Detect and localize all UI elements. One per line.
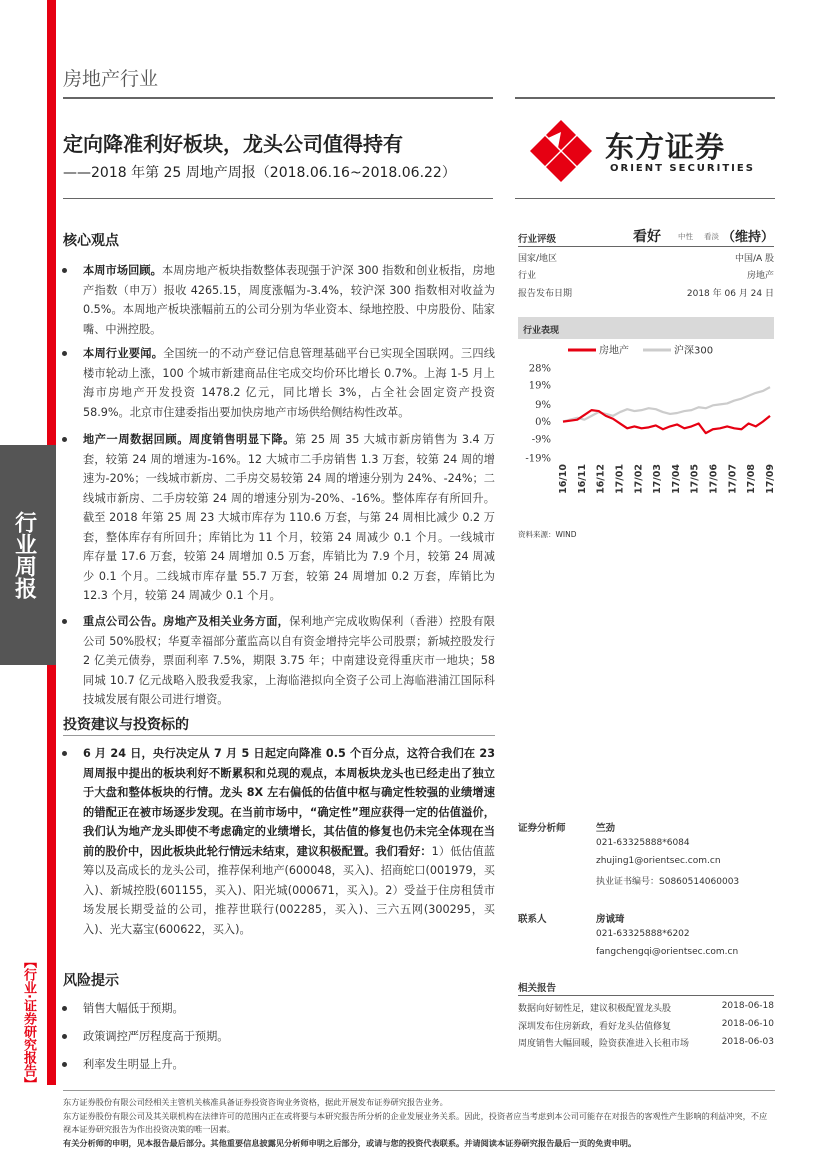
chart-title-bar: 行业表现 bbox=[518, 317, 774, 339]
legend-label: 沪深300 bbox=[674, 345, 714, 357]
bullet-icon bbox=[62, 1034, 67, 1039]
x-tick-label: 17/03 bbox=[652, 464, 664, 494]
related-item-date: 2018-06-03 bbox=[721, 1037, 774, 1047]
report-category-label: 【行业·证券研究报告】 bbox=[21, 955, 36, 1090]
x-tick-label: 16/12 bbox=[595, 464, 607, 494]
analyst-email[interactable]: zhujing1@orientsec.com.cn bbox=[596, 856, 721, 866]
bullet-market-review bbox=[63, 261, 495, 339]
section-heading-risk: 风险提示 bbox=[63, 973, 119, 989]
divider bbox=[515, 97, 775, 99]
gray-side-stripe bbox=[47, 445, 56, 665]
industry-performance-chart bbox=[518, 340, 778, 500]
bullet-weekly-data bbox=[63, 430, 495, 606]
info-row bbox=[518, 251, 774, 264]
page-title: 定向降准利好板块，龙头公司值得持有 bbox=[63, 132, 403, 156]
rating-keep: （维持） bbox=[722, 230, 775, 245]
analyst-phone: 021-63325888*6084 bbox=[596, 838, 690, 848]
logo-text-cn: 东方证券 bbox=[605, 130, 726, 164]
info-key: 国家/地区 bbox=[518, 254, 558, 264]
series-line bbox=[563, 387, 770, 421]
invest-bold-text: 6 月 24 日，央行决定从 7 月 5 日起定向降准 0.5 个百分点，这符合我们在 23 周周报中提出的板块利好不断累积和兑现的观点，本周板块龙头也已经走出了独立于大盘和整体板块的行情。龙头 8X 左右偏低的估值中枢与确定性较强的业绩增速的错配正在被市场逐步发现。在当前市场中，“确定性”理应获得一定的估值溢价，我们认为地产龙头即使不考虑确定的业绩增长，其估值的修复也仍未完全体现在当前的股价中，因此板块此轮行情远未结束，建议积极配置。我们看好： bbox=[83, 747, 495, 858]
related-item-date: 2018-06-18 bbox=[721, 1001, 774, 1011]
divider bbox=[518, 995, 774, 996]
x-tick-label: 17/01 bbox=[614, 464, 626, 494]
info-key: 报告发布日期 bbox=[518, 289, 573, 299]
bullet-text: 保利地产完成收购保利（香港）控股有限公司 50%股权；华夏幸福部分董监高以自有资金增持完毕公司股票；新城控股发行 2 亿美元债券，票面利率 7.5%，期限 3.75 年；中南建设竞得重庆市一地块；58 同城 10.7 亿元战略入股我爱我家，上海临港拟向全资子公司上海临港浦江国际科技城发展有限公司进行增资。 bbox=[83, 615, 495, 706]
y-tick-label: -9% bbox=[531, 434, 551, 446]
bullet-industry-news bbox=[63, 344, 495, 422]
divider bbox=[518, 246, 774, 247]
bullet-text: 全国统一的不动产登记信息管理基础平台已实现全国联网。三四线楼市轮动上涨，100 个城市新建商品住宅成交均价环比增长 0.7%。上海 1-5 月上海市房地产开发投资 1478.2 亿元，同比增长 3%，占全社会固定资产投资 58.9%。北京市住建委指出要加快房地产市场供给侧结构性改革。 bbox=[83, 347, 495, 419]
risk-item bbox=[63, 1028, 228, 1044]
footer-line: 东方证券股份有限公司经相关主管机关核准具备证券投资咨询业务资格，据此开展发布证券研究报告业务。 bbox=[63, 1097, 448, 1107]
x-tick-label: 17/07 bbox=[727, 464, 739, 494]
risk-item bbox=[63, 1000, 184, 1016]
logo-text-en: ORIENT SECURITIES bbox=[610, 163, 755, 174]
contact-name: 房诚琦 bbox=[596, 914, 625, 925]
red-side-bar-bottom bbox=[47, 665, 56, 1085]
related-item-title[interactable]: 数据向好韧性足，建议积极配置龙头股 bbox=[518, 1004, 672, 1014]
risk-item bbox=[63, 1056, 184, 1072]
x-tick-label: 17/04 bbox=[670, 464, 682, 494]
bullet-company-announcements bbox=[63, 612, 495, 710]
bullet-lead: 本周行业要闻。 bbox=[83, 347, 164, 360]
divider bbox=[515, 198, 775, 199]
rating-label: 行业评级 bbox=[518, 234, 557, 245]
industry-title: 房地产行业 bbox=[63, 68, 159, 90]
section-heading-core: 核心观点 bbox=[63, 233, 119, 249]
related-item[interactable] bbox=[518, 1037, 774, 1051]
info-value: 2018 年 06 月 24 日 bbox=[686, 289, 774, 299]
y-tick-label: -19% bbox=[525, 453, 551, 465]
info-row bbox=[518, 286, 774, 299]
x-tick-label: 16/10 bbox=[558, 464, 569, 494]
bullet-lead: 地产一周数据回顾。周度销售明显下降。 bbox=[83, 433, 295, 446]
divider bbox=[63, 1090, 775, 1091]
section-heading-invest: 投资建议与投资标的 bbox=[63, 717, 189, 733]
page-subtitle: ——2018 年第 25 周地产周报（2018.06.16~2018.06.22） bbox=[63, 165, 456, 181]
info-row bbox=[518, 268, 774, 281]
invest-normal-text: 1）低估值蓝筹以及高成长的龙头公司，推荐保利地产(600048，买入)、招商蛇口(001979，买入)、新城控股(601155，买入)、阳光城(000671，买入)。2）受益于住房租赁市场发展长期受益的公司，推荐世联行(002285，买入)、三六五网(300295，买入)、光大嘉宝(600622，买入)。 bbox=[83, 844, 495, 936]
info-value: 房地产 bbox=[746, 271, 774, 281]
rating-row bbox=[518, 226, 774, 248]
y-tick-label: 28% bbox=[528, 363, 551, 375]
orient-logo-icon bbox=[528, 118, 594, 184]
bullet-text: 第 25 周 35 大城市新房销售为 3.4 万套，较第 24 周的增速为-16%。12 大城市二手房销售 1.3 万套，较第 24 周的增速为-20%；一线城市新房、二手房交易较第 24 周的增速分别为 24%、-24%；二线城市新房、二手房较第 24 周的增速分别为-20%、-16%。整体库存有所回升。截至 2018 年第 25 周 23 大城市库存为 110.6 万套，与第 24 周相比减少 0.2 万套，整体库存有所回升；库销比为 11 个月，较第 24 周减少 0.1 个月。一线城市库存量 17.6 万套，较第 24 周增加 0.5 万套，库销比为 7.9 个月，较第 24 周减少 0.1 个月。二线城市库存量 55.7 万套，较第 24 周增加 0.2 万套，库销比为 12.3 个月，较第 24 周减少 0.1 个月。 bbox=[83, 433, 495, 602]
risk-text: 利率发生明显上升。 bbox=[83, 1058, 184, 1071]
y-tick-label: 0% bbox=[535, 417, 551, 429]
bullet-icon bbox=[62, 351, 67, 356]
footer-line: 东方证券股份有限公司及其关联机构在法律许可的范围内正在或将要与本研究报告所分析的企业发展业务关系。因此，投资者应当考虑到本公司可能存在对报告的客观性产生影响的利益冲突，不应视本证券研究报告为作出投资决策的唯一因素。 bbox=[63, 1111, 768, 1134]
related-title: 相关报告 bbox=[518, 983, 557, 994]
rating-bad: 看淡 bbox=[704, 232, 719, 241]
related-item-date: 2018-06-10 bbox=[721, 1019, 774, 1029]
footer-line: 有关分析师的申明，见本报告最后部分。其他重要信息披露见分析师申明之后部分，或请与您的投资代表联系。并请阅读本证券研究报告最后一页的免责申明。 bbox=[63, 1138, 637, 1148]
analyst-label: 证券分析师 bbox=[518, 823, 566, 834]
related-item[interactable] bbox=[518, 1001, 774, 1014]
related-item-title[interactable]: 周度销售大幅回暖，险资获准进入长租市场 bbox=[518, 1039, 690, 1049]
bullet-icon bbox=[62, 619, 67, 624]
risk-text: 销售大幅低于预期。 bbox=[83, 1002, 184, 1015]
bullet-lead: 重点公司公告。房地产及相关业务方面， bbox=[83, 615, 290, 628]
divider bbox=[63, 97, 493, 99]
bullet-text: 本周房地产板块指数整体表现强于沪深 300 指数和创业板指，房地产指数（申万）报收 4265.15，周度涨幅为-3.4%，较沪深 300 指数相对收益为 0.5%。本周地产板块涨幅前五的公司分别为华业资本、绿地控股、中房股份、陆家嘴、中洲控股。 bbox=[83, 264, 495, 336]
rating-neutral: 中性 bbox=[678, 232, 693, 241]
x-tick-label: 16/11 bbox=[576, 464, 588, 494]
x-tick-label: 17/05 bbox=[689, 464, 701, 494]
report-type-tab: 行业周报 bbox=[0, 445, 47, 665]
y-tick-label: 19% bbox=[528, 380, 551, 392]
risk-text: 政策调控严厉程度高于预期。 bbox=[83, 1030, 229, 1043]
related-item[interactable] bbox=[518, 1019, 774, 1032]
contact-phone: 021-63325888*6202 bbox=[596, 929, 690, 939]
analyst-cert: 执业证书编号：S0860514060003 bbox=[596, 877, 740, 887]
info-value: 中国/A 股 bbox=[734, 254, 774, 264]
x-tick-label: 17/02 bbox=[633, 464, 645, 494]
rating-value: 看好 bbox=[633, 229, 661, 245]
contact-label: 联系人 bbox=[518, 914, 547, 925]
bullet-icon bbox=[62, 268, 67, 273]
divider bbox=[63, 735, 495, 736]
analyst-name: 竺劲 bbox=[596, 823, 616, 834]
bullet-icon bbox=[62, 1006, 67, 1011]
y-tick-label: 9% bbox=[535, 399, 551, 411]
bullet-icon bbox=[62, 751, 67, 756]
bullet-lead: 本周市场回顾。 bbox=[83, 264, 162, 277]
legend-label: 房地产 bbox=[599, 345, 629, 357]
bullet-icon bbox=[62, 1062, 67, 1067]
x-tick-label: 17/08 bbox=[746, 464, 758, 494]
x-tick-label: 17/09 bbox=[765, 464, 776, 494]
related-item-title[interactable]: 深圳发布住房新政，看好龙头估值修复 bbox=[518, 1022, 672, 1032]
contact-email[interactable]: fangchengqi@orientsec.com.cn bbox=[596, 947, 739, 957]
divider bbox=[63, 198, 493, 199]
invest-paragraph bbox=[63, 744, 495, 939]
x-tick-label: 17/06 bbox=[708, 464, 720, 494]
bullet-icon bbox=[62, 437, 67, 442]
red-side-bar-top bbox=[47, 0, 56, 445]
chart-source: 资料来源：WIND bbox=[518, 530, 577, 539]
info-key: 行业 bbox=[518, 271, 537, 281]
